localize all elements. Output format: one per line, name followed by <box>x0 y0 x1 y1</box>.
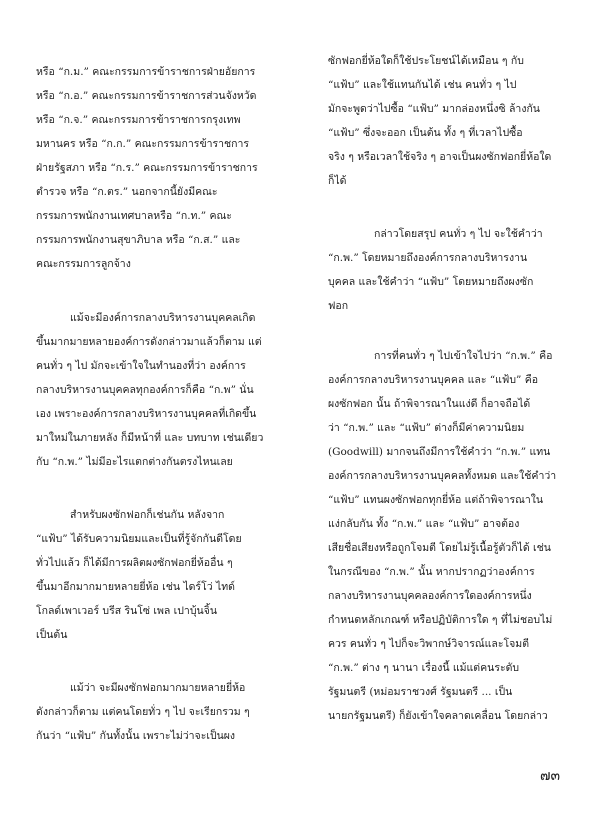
text-line: กรรมการพนักงานเทศบาลหรือ “ก.ท.” คณะ <box>36 210 232 222</box>
text-line: กันว่า “แฟ้บ” กันทั้งนั้น เพราะไม่ว่าจะเป็นผง <box>36 730 236 742</box>
text-line: ดังกล่าวก็ตาม แต่คนโดยทั่ว ๆ ไป จะเรียกรวม ๆ <box>36 706 250 718</box>
text-line: เสียชื่อเสียงหรือถูกโจมตี โดยไม่รู้เนื้อรู้ตัวก็ได้ เช่น <box>328 542 551 554</box>
text-line: กลางบริหารงานบุคคลทุกองค์การก็คือ “ก.พ” นั่น <box>36 384 254 396</box>
text-line: กับ “ก.พ.” ไม่มีอะไรแตกต่างกันตรงไหนเลย <box>36 456 233 468</box>
text-line: ขึ้นมาอีกมากมายหลายยี่ห้อ เช่น ไดร์โว่ ไทด์ <box>36 581 235 593</box>
text-line: แม้จะมีองค์การกลางบริหารงานบุคคลเกิด <box>70 312 256 324</box>
text-line: การที่คนทั่ว ๆ ไปเข้าใจไปว่า “ก.พ.” คือ <box>374 350 553 362</box>
text-line: ในกรณีของ “ก.พ.” นั้น หากปรากฏว่าองค์การ <box>328 566 535 578</box>
text-line: หรือ “ก.ม.” คณะกรรมการข้าราชการฝ่ายอัยการ <box>36 66 256 78</box>
text-line: กลางบริหารงานบุคคลองค์การใดองค์การหนึ่ง <box>328 590 532 602</box>
text-line: ขึ้นมากมายหลายองค์การดังกล่าวมาแล้วก็ตาม แต่ <box>36 336 262 348</box>
text-line: แง่กลับกัน ทั้ง “ก.พ.” และ “แฟ้บ” อาจต้อง <box>328 518 520 530</box>
text-line: “แฟ้บ” ซึ่งจะออก เป็นต้น ทั้ง ๆ ที่เวลาไปซื้อ <box>328 127 523 139</box>
text-line: โกลด์เพาเวอร์ บรีส รินโซ่ เพล เปาบุ้นจิ้น <box>36 605 218 617</box>
text-line: สำหรับผงซักฟอกก็เช่นกัน หลังจาก <box>70 509 225 521</box>
text-line: เอง เพราะองค์การกลางบริหารงานบุคคลที่เกิดขึ้น <box>36 408 257 420</box>
text-line: ผงซักฟอก นั้น ถ้าพิจารณาในแง่ดี ก็อาจถือได้ <box>328 398 531 410</box>
text-line: จริง ๆ หรือเวลาใช้จริง ๆ อาจเป็นผงซักฟอกยี่ห้อใด <box>328 151 552 163</box>
text-line: มหานคร หรือ “ก.ก.” คณะกรรมการข้าราชการ <box>36 138 250 150</box>
text-line: ตำรวจ หรือ “ก.ตร.” นอกจากนี้ยังมีคณะ <box>36 186 218 198</box>
text-line: ฝ่ายรัฐสภา หรือ “ก.ร.” คณะกรรมการข้าราชการ <box>36 162 258 174</box>
text-line: แม้ว่า จะมีผงซักฟอกมากมายหลายยี่ห้อ <box>70 682 246 694</box>
text-line: ก็ได้ <box>328 175 347 187</box>
page-number: ๗๓ <box>540 768 561 784</box>
text-line: กำหนดหลักเกณฑ์ หรือปฏิบัติการใด ๆ ที่ไม่ชอบไม่ <box>328 614 553 626</box>
text-line: ทั่วไปแล้ว ก็ได้มีการผลิตผงซักฟอกยี่ห้ออื่น ๆ <box>36 557 233 569</box>
text-line: ฟอก <box>328 300 349 312</box>
text-line: นายกรัฐมนตรี) ก็ยังเข้าใจคลาดเคลื่อน โดยกล่าว <box>328 710 548 722</box>
text-line: องค์การกลางบริหารงานบุคคลทั้งหมด และใช้คำว่า <box>328 470 557 482</box>
text-line: “แฟ้บ” แทนผงซักฟอกทุกยี่ห้อ แต่ถ้าพิจารณาใน <box>328 494 544 506</box>
text-line: “ก.พ.” ต่าง ๆ นานา เรื่องนี้ แม้แต่คนระดับ <box>328 662 520 674</box>
text-line: คณะกรรมการลูกจ้าง <box>36 258 131 270</box>
text-line: กล่าวโดยสรุป คนทั่ว ๆ ไป จะใช้คำว่า <box>374 228 543 240</box>
text-line: องค์การกลางบริหารงานบุคคล และ “แฟ้บ” คือ <box>328 374 539 386</box>
text-line: ควร คนทั่ว ๆ ไปก็จะวิพากษ์วิจารณ์และโจมตี <box>328 638 530 650</box>
text-line: หรือ “ก.อ.” คณะกรรมการข้าราชการส่วนจังหวัด <box>36 90 257 102</box>
text-line: มักจะพูดว่าไปซื้อ “แฟ้บ” มากล่องหนึ่งซิ ล้างกัน <box>328 103 540 115</box>
text-line: กรรมการพนักงานสุขาภิบาล หรือ “ก.ส.” และ <box>36 234 241 246</box>
text-line: “แฟ้บ” และใช้แทนกันได้ เช่น คนทั่ว ๆ ไป <box>328 79 517 91</box>
text-line: ซักฟอกยี่ห้อใดก็ใช้ประโยชน์ได้เหมือน ๆ กับ <box>328 55 524 67</box>
text-line: มาใหม่ในภายหลัง ก็มีหน้าที่ และ บทบาท เช่นเดียว <box>36 432 264 444</box>
text-line: รัฐมนตรี (หม่อมราชวงศ์ รัฐมนตรี ... เป็น <box>328 686 513 698</box>
text-line: (Goodwill) มากจนถึงมีการใช้คำว่า “ก.พ.” แทน <box>328 446 551 458</box>
text-line: “แฟ้บ” ได้รับความนิยมและเป็นที่รู้จักกันดีโดย <box>36 533 242 545</box>
text-line: หรือ “ก.จ.” คณะกรรมการข้าราชการกรุงเทพ <box>36 114 241 126</box>
text-line: เป็นต้น <box>36 629 68 641</box>
text-line: บุคคล และใช้คำว่า “แฟ้บ” โดยหมายถึงผงซัก <box>328 276 534 288</box>
text-line: “ก.พ.” โดยหมายถึงองค์การกลางบริหารงาน <box>328 252 528 264</box>
text-line: ว่า “ก.พ.” และ “แฟ้บ” ต่างก็มีค่าความนิยม <box>328 422 525 434</box>
text-line: คนทั่ว ๆ ไป มักจะเข้าใจในทำนองที่ว่า องค์การ <box>36 360 246 372</box>
